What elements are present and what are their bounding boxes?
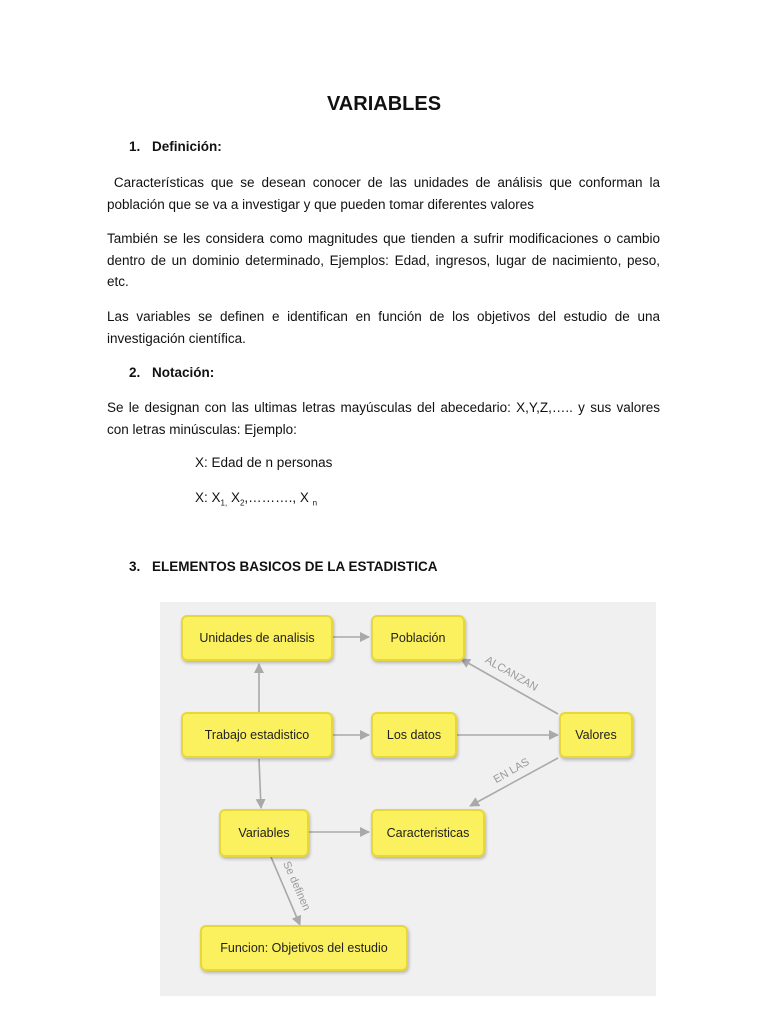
definition-paragraph-1: Características que se desean conocer de las unidades de análisis que conforman la población que se va a investigar y que pueden tomar diferentes valores bbox=[107, 175, 664, 212]
node-caracteristicas: Caracteristicas bbox=[371, 809, 485, 857]
section-number: 1. bbox=[129, 139, 141, 154]
concept-diagram bbox=[160, 602, 656, 996]
subscript-n: n bbox=[312, 498, 318, 508]
section-heading-elementos bbox=[129, 559, 438, 574]
section-title: ELEMENTOS BASICOS DE LA ESTADISTICA bbox=[152, 559, 438, 574]
subscript-2: 2 bbox=[239, 498, 245, 508]
section-heading-notacion bbox=[129, 365, 214, 380]
section-title: Definición: bbox=[152, 139, 222, 154]
section-heading-definicion bbox=[129, 139, 222, 154]
node-valores: Valores bbox=[559, 712, 633, 758]
section-number: 2. bbox=[129, 365, 141, 380]
example-mid: X bbox=[227, 490, 240, 505]
example-line-2 bbox=[195, 490, 317, 508]
definition-paragraph-2: También se les considera como magnitudes que tienden a sufrir modificaciones o cambio dentro de un dominio determinado, Ejemplos: Edad, ingresos, lugar de nacimiento, peso, etc. bbox=[107, 231, 660, 289]
definition-paragraph-3: Las variables se definen e identifican en función de los objetivos del estudio de una investigación científica. bbox=[107, 309, 660, 346]
arrow-trabajo-variables bbox=[259, 759, 261, 808]
subscript-1: 1, bbox=[220, 498, 228, 508]
edge-label-se-definen: Se definen bbox=[280, 859, 313, 913]
edge-label-alcanzan: ALCANZAN bbox=[482, 654, 540, 694]
node-variables: Variables bbox=[219, 809, 309, 857]
node-funcion-objetivos: Funcion: Objetivos del estudio bbox=[200, 925, 408, 971]
edge-label-en-las: EN LAS bbox=[491, 756, 532, 786]
example-dots: ,………., X bbox=[244, 490, 313, 505]
node-trabajo-estadistico: Trabajo estadistico bbox=[181, 712, 333, 758]
example-prefix: X: X bbox=[195, 490, 221, 505]
page-title: VARIABLES bbox=[326, 93, 442, 115]
example-line-1: X: Edad de n personas bbox=[195, 455, 333, 470]
node-poblacion: Población bbox=[371, 615, 465, 661]
section-title: Notación: bbox=[152, 365, 215, 380]
notation-paragraph: Se le designan con las ultimas letras mayúsculas del abecedario: X,Y,Z,….. y sus valores con letras minúsculas: Ejemplo: bbox=[107, 400, 660, 437]
node-los-datos: Los datos bbox=[371, 712, 457, 758]
section-number: 3. bbox=[129, 559, 141, 574]
node-unidades-de-analisis: Unidades de analisis bbox=[181, 615, 333, 661]
